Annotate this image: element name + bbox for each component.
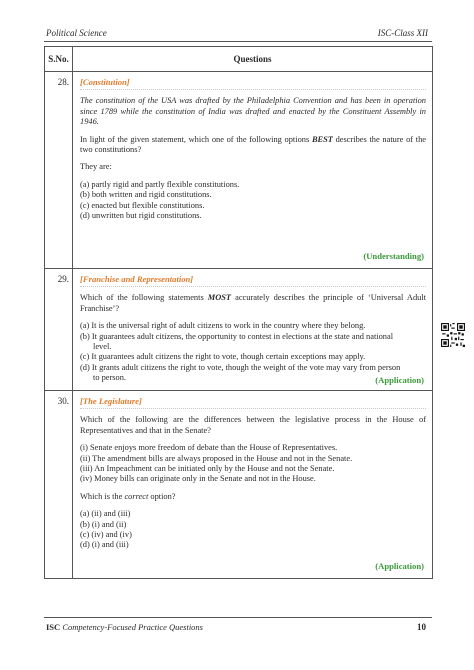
question-topic: [Franchise and Representation]	[80, 274, 194, 284]
option-item: (c) enacted but flexible constitutions.	[80, 200, 205, 210]
statement-item: (iv) Money bills can originate only in the Senate and not in the House.	[80, 474, 316, 484]
topic-divider	[80, 89, 426, 90]
question-lead: They are:	[80, 162, 112, 172]
question-prompt: Which of the following statements MOST accurately describes the principle of ‘Universal Adult Franchise’?	[80, 293, 426, 313]
question-number: 28.	[45, 72, 73, 269]
table-header-row	[45, 47, 433, 72]
option-item: (a) (ii) and (iii)	[80, 509, 131, 519]
col-questions-header: Questions	[73, 47, 433, 72]
footer-series-title: ISC Competency-Focused Practice Questions	[46, 622, 203, 632]
question-number: 30.	[45, 391, 73, 579]
option-item: (a) partly rigid and partly flexible constitutions.	[80, 179, 240, 189]
question-body	[73, 391, 433, 579]
option-item: (d) (i) and (iii)	[80, 540, 129, 550]
statement-item: (i) Senate enjoys more freedom of debate than the House of Representatives.	[80, 443, 338, 453]
option-item: (c) (iv) and (iv)	[80, 530, 132, 540]
qr-code-icon[interactable]	[441, 323, 465, 347]
option-continuation: level.	[93, 342, 112, 352]
question-row	[45, 269, 433, 391]
page-number: 10	[417, 622, 426, 632]
option-item: (a) It is the universal right of adult citizens to work in the country where they belong.	[80, 321, 366, 331]
option-continuation: to person.	[93, 373, 127, 383]
question-passage: The constitution of the USA was drafted by the Philadelphia Convention and has been in operation since 1789 while the constitution of India was drafted and enacted by the Constituent Assembly in 1946.	[80, 96, 426, 127]
question-prompt: Which of the following are the differences between the legislative process in the House of Representatives and that in the Senate?	[80, 415, 426, 435]
header-rule	[44, 41, 432, 42]
header-subject: Political Science	[46, 28, 107, 38]
question-body	[73, 72, 433, 269]
topic-divider	[80, 286, 426, 287]
option-item: (b) both written and rigid constitutions.	[80, 190, 212, 200]
col-sno-header: S.No.	[45, 47, 73, 72]
question-topic: [The Legislature]	[80, 396, 142, 406]
statement-item: (ii) The amendment bills are always proposed in the House and not in the Senate.	[80, 453, 353, 463]
option-item: (c) It guarantees adult citizens the right to vote, though certain exceptions may apply.	[80, 352, 366, 362]
questions-table	[44, 46, 433, 579]
option-item: (b) (i) and (ii)	[80, 519, 127, 529]
skill-tag: (Application)	[375, 560, 424, 571]
topic-divider	[80, 408, 426, 409]
skill-tag: (Understanding)	[363, 250, 424, 261]
option-item: (b) It guarantees adult citizens, the opportunity to contest in elections at the state and national	[80, 331, 394, 341]
question-number: 29.	[45, 269, 73, 391]
option-item: (d) It grants adult citizens the right to vote, though the weight of the vote may vary from person	[80, 362, 401, 372]
statement-item: (iii) An Impeachment can be initiated only by the House and not the Senate.	[80, 464, 335, 474]
footer-rule	[44, 617, 432, 618]
header-class-label: ISC-Class XII	[377, 28, 428, 38]
question-body	[73, 269, 433, 391]
question-prompt: In light of the given statement, which one of the following options BEST describes the nature of the two constitutions?	[80, 134, 426, 155]
question-topic: [Constitution]	[80, 77, 130, 87]
question-row	[45, 72, 433, 269]
skill-tag: (Application)	[375, 374, 424, 385]
question-row	[45, 391, 433, 579]
question-which: Which is the correct option?	[80, 491, 176, 501]
option-item: (d) unwritten but rigid constitutions.	[80, 211, 202, 221]
